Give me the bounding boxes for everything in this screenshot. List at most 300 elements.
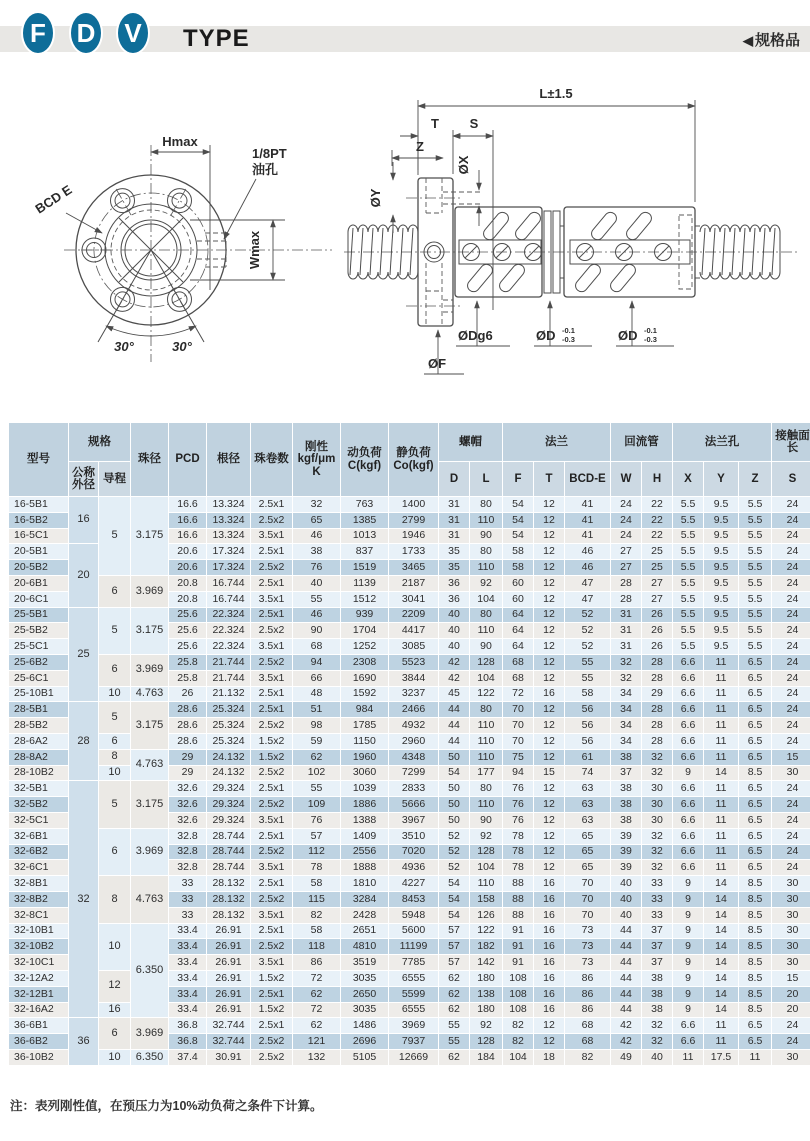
data-cell: 70	[503, 718, 534, 734]
data-cell: 109	[293, 797, 341, 813]
data-cell: 44	[611, 986, 642, 1002]
data-cell: 52	[439, 844, 470, 860]
data-cell: 62	[293, 986, 341, 1002]
data-cell: 32.6	[169, 812, 207, 828]
data-cell: 3844	[389, 670, 439, 686]
data-cell: 30	[772, 1049, 810, 1065]
data-cell: 50	[439, 812, 470, 828]
data-cell: 3519	[341, 955, 389, 971]
data-cell: 11	[704, 812, 739, 828]
data-cell: 37.4	[169, 1049, 207, 1065]
data-cell: 9	[673, 907, 704, 923]
data-cell: 9	[673, 923, 704, 939]
dim-s: S	[469, 116, 479, 131]
model-cell: 20-6B1	[9, 575, 69, 591]
data-cell: 60	[503, 591, 534, 607]
data-cell: 37	[642, 923, 673, 939]
data-cell: 9.5	[704, 607, 739, 623]
data-cell: 36	[439, 575, 470, 591]
data-cell: 92	[470, 1018, 503, 1034]
data-cell: 13.324	[207, 512, 251, 528]
spec-tab-label: 规格品	[754, 32, 800, 49]
data-cell: 5.5	[739, 591, 772, 607]
data-cell: 11	[704, 686, 739, 702]
data-cell: 8.5	[739, 1002, 772, 1018]
data-cell: 7020	[389, 844, 439, 860]
merged-cell: 4.763	[131, 686, 169, 702]
data-cell: 1486	[341, 1018, 389, 1034]
data-cell: 12	[534, 797, 565, 813]
data-cell: 3085	[389, 639, 439, 655]
data-cell: 65	[565, 860, 611, 876]
data-cell: 2187	[389, 575, 439, 591]
data-cell: 2.5x1	[251, 923, 293, 939]
col-dynamic-l1: 动负荷	[347, 447, 382, 460]
data-cell: 27	[611, 544, 642, 560]
data-cell: 2.5x1	[251, 986, 293, 1002]
data-cell: 42	[439, 670, 470, 686]
model-cell: 32-5B1	[9, 781, 69, 797]
col-t: T	[534, 462, 565, 497]
data-cell: 6.5	[739, 733, 772, 749]
merged-cell: 10	[99, 765, 131, 781]
data-cell: 2.5x1	[251, 686, 293, 702]
data-cell: 1388	[341, 812, 389, 828]
data-cell: 63	[565, 812, 611, 828]
data-cell: 54	[503, 528, 534, 544]
data-cell: 3060	[341, 765, 389, 781]
data-cell: 34	[611, 686, 642, 702]
data-cell: 28	[611, 575, 642, 591]
data-cell: 180	[470, 1002, 503, 1018]
data-cell: 40	[439, 639, 470, 655]
data-cell: 4227	[389, 876, 439, 892]
data-cell: 48	[293, 686, 341, 702]
data-cell: 6.5	[739, 670, 772, 686]
data-cell: 54	[439, 891, 470, 907]
data-cell: 11	[739, 1049, 772, 1065]
model-cell: 28-6A2	[9, 733, 69, 749]
data-cell: 2.5x1	[251, 1018, 293, 1034]
data-cell: 5.5	[673, 560, 704, 576]
data-cell: 68	[565, 1018, 611, 1034]
data-cell: 68	[293, 639, 341, 655]
data-cell: 1039	[341, 781, 389, 797]
merged-cell: 32	[69, 781, 99, 1018]
data-cell: 8.5	[739, 907, 772, 923]
data-cell: 33	[642, 907, 673, 923]
merged-cell: 6.350	[131, 923, 169, 1018]
data-cell: 5.5	[739, 575, 772, 591]
dim-hmax: Hmax	[162, 134, 198, 149]
data-cell: 2.5x1	[251, 781, 293, 797]
dim-d2: ØD	[618, 328, 638, 343]
data-cell: 26	[642, 639, 673, 655]
model-cell: 28-5B1	[9, 702, 69, 718]
data-cell: 39	[611, 844, 642, 860]
data-cell: 6.6	[673, 797, 704, 813]
data-cell: 76	[293, 560, 341, 576]
merged-cell: 10	[99, 686, 131, 702]
data-cell: 38	[611, 812, 642, 828]
data-cell: 32	[642, 1034, 673, 1050]
model-cell: 32-10B1	[9, 923, 69, 939]
data-cell: 104	[503, 1049, 534, 1065]
data-cell: 24	[772, 1034, 810, 1050]
data-cell: 22	[642, 528, 673, 544]
data-cell: 40	[611, 907, 642, 923]
data-cell: 32	[642, 1018, 673, 1034]
data-cell: 5666	[389, 797, 439, 813]
data-cell: 37	[611, 765, 642, 781]
data-cell: 104	[470, 860, 503, 876]
data-cell: 12	[534, 607, 565, 623]
table-row	[9, 1049, 810, 1065]
col-dynamic-load	[341, 423, 389, 497]
technical-drawings	[0, 70, 810, 415]
data-cell: 1886	[341, 797, 389, 813]
data-cell: 6.6	[673, 686, 704, 702]
merged-cell: 3.969	[131, 1018, 169, 1050]
data-cell: 74	[565, 765, 611, 781]
data-cell: 24	[772, 1018, 810, 1034]
col-root: 根径	[207, 423, 251, 497]
data-cell: 32	[611, 654, 642, 670]
data-cell: 22.324	[207, 639, 251, 655]
data-cell: 52	[439, 860, 470, 876]
data-cell: 182	[470, 939, 503, 955]
data-cell: 6.6	[673, 670, 704, 686]
data-cell: 16.744	[207, 575, 251, 591]
data-cell: 24	[772, 733, 810, 749]
data-cell: 32.744	[207, 1034, 251, 1050]
data-cell: 3.5x1	[251, 639, 293, 655]
model-cell: 25-5B1	[9, 607, 69, 623]
data-cell: 11	[704, 797, 739, 813]
merged-cell: 16	[99, 1002, 131, 1018]
data-cell: 5.5	[739, 607, 772, 623]
data-cell: 47	[565, 591, 611, 607]
data-cell: 3237	[389, 686, 439, 702]
data-cell: 28	[642, 702, 673, 718]
data-cell: 158	[470, 891, 503, 907]
data-cell: 1888	[341, 860, 389, 876]
badge-v	[116, 11, 150, 55]
data-cell: 32	[642, 765, 673, 781]
model-cell: 32-16A2	[9, 1002, 69, 1018]
data-cell: 72	[293, 1002, 341, 1018]
data-cell: 3284	[341, 891, 389, 907]
data-cell: 177	[470, 765, 503, 781]
oil-port-label: 油孔	[252, 162, 279, 177]
data-cell: 11	[704, 828, 739, 844]
data-cell: 27	[642, 591, 673, 607]
data-cell: 62	[439, 1002, 470, 1018]
data-cell: 5.5	[673, 623, 704, 639]
data-cell: 24	[772, 497, 810, 513]
merged-cell: 28	[69, 702, 99, 781]
data-cell: 763	[341, 497, 389, 513]
data-cell: 2960	[389, 733, 439, 749]
data-cell: 55	[293, 781, 341, 797]
data-cell: 24	[772, 607, 810, 623]
model-cell: 28-8A2	[9, 749, 69, 765]
data-cell: 16.6	[169, 497, 207, 513]
data-cell: 42	[611, 1018, 642, 1034]
col-flange-holes: 法兰孔	[673, 423, 772, 462]
data-cell: 3035	[341, 1002, 389, 1018]
table-row	[9, 607, 810, 623]
data-cell: 57	[439, 923, 470, 939]
data-cell: 58	[565, 686, 611, 702]
col-return-tube: 回流管	[611, 423, 673, 462]
dim-d1: ØD	[536, 328, 556, 343]
data-cell: 1960	[341, 749, 389, 765]
data-cell: 6.5	[739, 718, 772, 734]
data-cell: 26.91	[207, 970, 251, 986]
spec-table	[8, 422, 810, 1066]
data-cell: 12	[534, 497, 565, 513]
data-cell: 1592	[341, 686, 389, 702]
data-cell: 9.5	[704, 528, 739, 544]
merged-cell: 6	[99, 733, 131, 749]
data-cell: 72	[503, 686, 534, 702]
data-cell: 17.5	[704, 1049, 739, 1065]
data-cell: 80	[470, 607, 503, 623]
data-cell: 24	[772, 718, 810, 734]
data-cell: 70	[565, 907, 611, 923]
dim-wmax: Wmax	[247, 230, 262, 270]
data-cell: 12	[534, 591, 565, 607]
col-x: X	[673, 462, 704, 497]
data-cell: 78	[503, 844, 534, 860]
data-cell: 12	[534, 1018, 565, 1034]
data-cell: 65	[293, 512, 341, 528]
data-cell: 44	[611, 939, 642, 955]
merged-cell: 36	[69, 1018, 99, 1065]
col-nut: 螺帽	[439, 423, 503, 462]
data-cell: 2.5x1	[251, 876, 293, 892]
data-cell: 68	[565, 1034, 611, 1050]
data-cell: 15	[534, 765, 565, 781]
data-cell: 5.5	[673, 591, 704, 607]
data-cell: 7785	[389, 955, 439, 971]
data-cell: 110	[470, 749, 503, 765]
data-cell: 36.8	[169, 1034, 207, 1050]
data-cell: 82	[503, 1018, 534, 1034]
data-cell: 9	[673, 1002, 704, 1018]
data-cell: 30	[642, 812, 673, 828]
data-cell: 2.5x2	[251, 1034, 293, 1050]
data-cell: 2651	[341, 923, 389, 939]
data-cell: 56	[565, 718, 611, 734]
data-cell: 132	[293, 1049, 341, 1065]
data-cell: 92	[470, 575, 503, 591]
data-cell: 6.6	[673, 718, 704, 734]
data-cell: 32	[611, 670, 642, 686]
data-cell: 44	[439, 718, 470, 734]
data-cell: 6.5	[739, 686, 772, 702]
data-cell: 33.4	[169, 1002, 207, 1018]
data-cell: 33.4	[169, 939, 207, 955]
model-cell: 32-10B2	[9, 939, 69, 955]
data-cell: 28.6	[169, 718, 207, 734]
data-cell: 138	[470, 986, 503, 1002]
data-cell: 44	[439, 702, 470, 718]
data-cell: 9.5	[704, 575, 739, 591]
data-cell: 54	[439, 907, 470, 923]
data-cell: 20.8	[169, 575, 207, 591]
data-cell: 16.6	[169, 512, 207, 528]
data-cell: 115	[293, 891, 341, 907]
data-cell: 33	[169, 876, 207, 892]
data-cell: 80	[470, 781, 503, 797]
data-cell: 59	[293, 733, 341, 749]
dim-angle-left: 30°	[114, 339, 134, 354]
data-cell: 9.5	[704, 544, 739, 560]
data-cell: 28.132	[207, 907, 251, 923]
data-cell: 15	[772, 749, 810, 765]
data-cell: 28	[642, 670, 673, 686]
data-cell: 3510	[389, 828, 439, 844]
data-cell: 31	[611, 639, 642, 655]
data-cell: 32.8	[169, 844, 207, 860]
data-cell: 3969	[389, 1018, 439, 1034]
data-cell: 12	[534, 544, 565, 560]
data-cell: 11	[704, 654, 739, 670]
data-cell: 33	[642, 876, 673, 892]
data-cell: 2.5x2	[251, 844, 293, 860]
data-cell: 2696	[341, 1034, 389, 1050]
data-cell: 30	[772, 765, 810, 781]
data-cell: 3.5x1	[251, 591, 293, 607]
data-cell: 128	[470, 844, 503, 860]
data-cell: 25.8	[169, 654, 207, 670]
merged-cell: 20	[69, 544, 99, 607]
data-cell: 9	[673, 891, 704, 907]
data-cell: 63	[565, 797, 611, 813]
data-cell: 36	[439, 591, 470, 607]
data-cell: 57	[439, 955, 470, 971]
data-cell: 47	[565, 575, 611, 591]
data-cell: 24	[772, 686, 810, 702]
data-cell: 5.5	[739, 544, 772, 560]
data-cell: 5.5	[739, 623, 772, 639]
data-cell: 3465	[389, 560, 439, 576]
merged-cell: 25	[69, 607, 99, 702]
data-cell: 1519	[341, 560, 389, 576]
data-cell: 46	[565, 544, 611, 560]
data-cell: 64	[503, 607, 534, 623]
data-cell: 984	[341, 702, 389, 718]
data-cell: 24	[772, 812, 810, 828]
data-cell: 40	[642, 1049, 673, 1065]
data-cell: 122	[470, 923, 503, 939]
data-cell: 68	[503, 654, 534, 670]
data-cell: 8.5	[739, 955, 772, 971]
badge-v-letter: V	[124, 17, 142, 48]
data-cell: 2.5x2	[251, 891, 293, 907]
col-f: F	[503, 462, 534, 497]
data-cell: 37	[642, 939, 673, 955]
col-rigidity-l2: kgf/μm	[297, 453, 336, 466]
merged-cell: 3.175	[131, 702, 169, 749]
data-cell: 75	[503, 749, 534, 765]
data-cell: 44	[439, 733, 470, 749]
dim-hole-x: ØX	[456, 155, 471, 175]
data-cell: 12	[534, 702, 565, 718]
data-cell: 28.744	[207, 828, 251, 844]
data-cell: 5523	[389, 654, 439, 670]
data-cell: 1.5x2	[251, 970, 293, 986]
dim-hole-y: ØY	[368, 188, 383, 208]
data-cell: 70	[503, 702, 534, 718]
data-cell: 14	[704, 907, 739, 923]
data-cell: 90	[293, 623, 341, 639]
data-cell: 6.6	[673, 828, 704, 844]
data-cell: 29	[169, 749, 207, 765]
data-cell: 54	[503, 497, 534, 513]
assembly-side-view	[344, 86, 800, 374]
data-cell: 58	[503, 560, 534, 576]
spec-tab[interactable]	[743, 29, 800, 50]
data-cell: 33	[642, 891, 673, 907]
data-cell: 30	[772, 907, 810, 923]
data-cell: 1013	[341, 528, 389, 544]
data-cell: 112	[293, 844, 341, 860]
data-cell: 54	[503, 512, 534, 528]
model-cell: 16-5C1	[9, 528, 69, 544]
data-cell: 32.6	[169, 797, 207, 813]
data-cell: 24	[772, 639, 810, 655]
data-cell: 91	[503, 923, 534, 939]
data-cell: 2.5x1	[251, 828, 293, 844]
col-flange: 法兰	[503, 423, 611, 462]
data-cell: 33	[169, 891, 207, 907]
data-cell: 11	[704, 844, 739, 860]
data-cell: 12	[534, 512, 565, 528]
data-cell: 5.5	[673, 544, 704, 560]
data-cell: 44	[611, 955, 642, 971]
data-cell: 24	[772, 781, 810, 797]
data-cell: 52	[565, 607, 611, 623]
data-cell: 6.6	[673, 844, 704, 860]
data-cell: 6.5	[739, 749, 772, 765]
data-cell: 52	[439, 828, 470, 844]
data-cell: 30	[772, 923, 810, 939]
data-cell: 121	[293, 1034, 341, 1050]
table-row	[9, 702, 810, 718]
col-ball: 珠径	[131, 423, 169, 497]
data-cell: 21.744	[207, 654, 251, 670]
data-cell: 40	[611, 891, 642, 907]
model-cell: 20-6C1	[9, 591, 69, 607]
data-cell: 9.5	[704, 560, 739, 576]
model-cell: 20-5B2	[9, 560, 69, 576]
data-cell: 50	[439, 749, 470, 765]
data-cell: 38	[642, 970, 673, 986]
data-cell: 3041	[389, 591, 439, 607]
data-cell: 21.744	[207, 670, 251, 686]
data-cell: 110	[470, 797, 503, 813]
data-cell: 9.5	[704, 591, 739, 607]
data-cell: 2209	[389, 607, 439, 623]
data-cell: 25.6	[169, 639, 207, 655]
data-cell: 4932	[389, 718, 439, 734]
col-static-l1: 静负荷	[396, 447, 431, 460]
data-cell: 24	[772, 591, 810, 607]
merged-cell: 3.175	[131, 497, 169, 576]
